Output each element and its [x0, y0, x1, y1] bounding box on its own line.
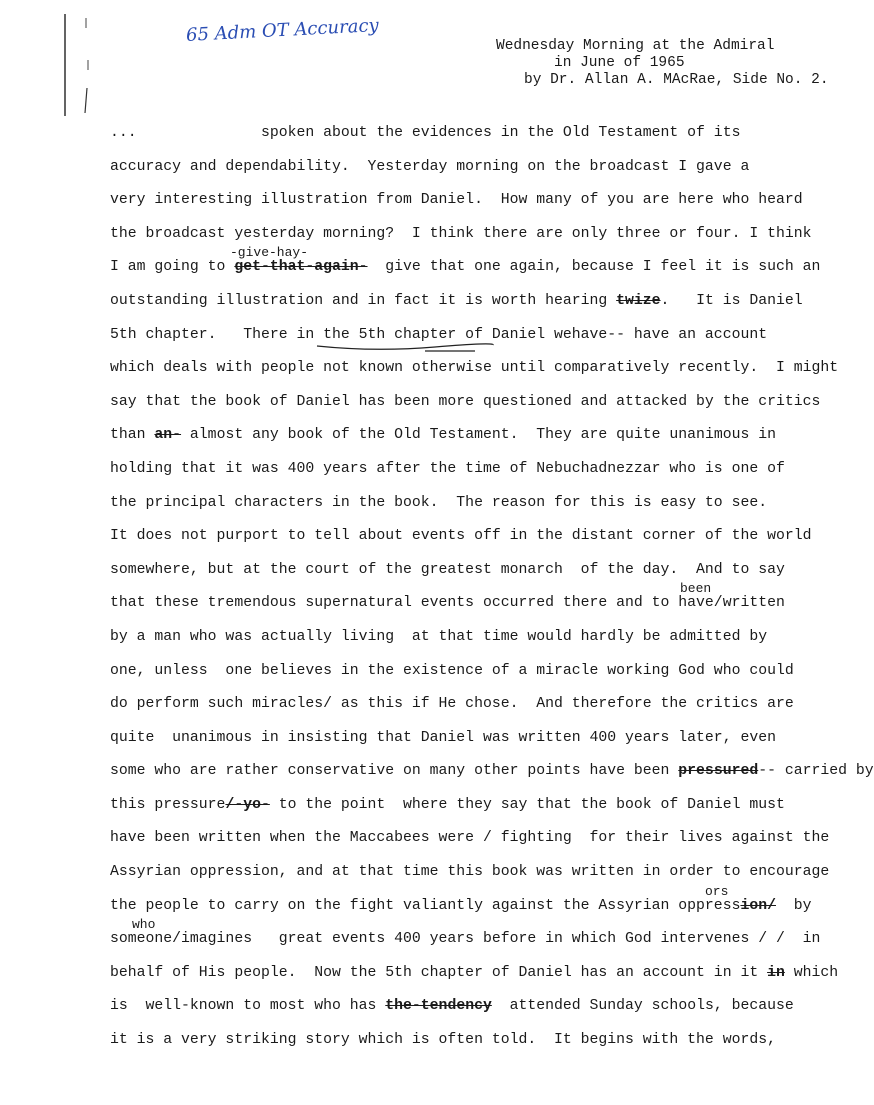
transcript-line [110, 627, 840, 661]
line-text: which [784, 964, 839, 981]
transcript-line [110, 526, 840, 560]
pen-underline [315, 342, 495, 354]
transcript-line [110, 883, 840, 930]
transcript-line [110, 996, 840, 1030]
line-text: attended Sunday schools, because [491, 998, 794, 1015]
line-text: I am going to [110, 259, 235, 276]
struck-text: the-tendency [385, 998, 492, 1015]
line-text: by [775, 897, 812, 914]
line-text: Assyrian oppression, and at that time this book was written in order to encourage [110, 864, 830, 881]
handwritten-note: 65 Adm OT Accuracy [185, 14, 380, 47]
line-text: somewhere, but at the court of the greatest monarch of the day. And to say [110, 561, 785, 578]
line-text: to the point where they say that the book of Daniel must [269, 796, 785, 813]
struck-text: /-yo- [225, 796, 270, 813]
struck-text: ion/ [740, 897, 776, 914]
struck-text: pressured [678, 763, 759, 780]
transcript-line [110, 245, 840, 291]
line-text: holding that it was 400 years after the time of Nebuchadnezzar who is one of [110, 460, 785, 477]
line-text: -- carried by [758, 763, 874, 780]
line-text: it is a very striking story which is often told. It begins with the words, [110, 1032, 776, 1049]
struck-text: get-that-again- [234, 259, 368, 276]
transcript-line [110, 581, 840, 627]
interlinear-insertion: -give-hay- [230, 245, 309, 261]
line-text: ... spoken about the evidences in the Old Testament of its [110, 125, 741, 141]
line-text: almost any book of the Old Testament. They are quite unanimous in [181, 427, 776, 444]
line-text: very interesting illustration from Daniel. How many of you are here who heard [110, 192, 803, 209]
line-text: outstanding illustration and in fact it is worth hearing [110, 292, 617, 309]
transcript-line [110, 828, 840, 862]
line-text: some who are rather conservative on many other points have been [110, 763, 679, 780]
transcript-line [110, 1030, 840, 1064]
interlinear-insertion: who [132, 917, 156, 933]
line-text: . It is Daniel [660, 292, 803, 309]
line-text: than [110, 427, 155, 444]
transcript-line [110, 560, 840, 594]
transcript-line [110, 728, 840, 762]
transcript-line [110, 291, 840, 325]
line-text: the broadcast yesterday morning? I think there are only three or four. I think [110, 225, 812, 242]
transcript-line [110, 963, 840, 997]
line-text: is well-known to most who has [110, 998, 386, 1015]
margin-pen-marks [62, 8, 92, 118]
interlinear-insertion: ors [705, 883, 729, 899]
header-line-1: Wednesday Morning at the Admiral [496, 38, 775, 54]
transcript-body [110, 123, 874, 1064]
document-header [470, 38, 840, 89]
line-text: one, unless one believes in the existence of a miracle working God who could [110, 662, 794, 679]
line-text: by a man who was actually living at that time would hardly be admitted by [110, 628, 768, 645]
transcript-line [110, 917, 840, 963]
transcript-line [110, 425, 840, 459]
line-text: accuracy and dependability. Yesterday morning on the broadcast I gave a [110, 158, 750, 175]
line-text: have been written when the Maccabees were / fighting for their lives against the [110, 830, 830, 847]
line-text: behalf of His people. Now the 5th chapter of Daniel has an account in it [110, 964, 768, 981]
transcript-line [110, 392, 840, 426]
line-text: this pressure [110, 796, 226, 813]
transcript-line [110, 358, 840, 392]
transcript-line [110, 325, 840, 359]
line-text: It does not purport to tell about events off in the distant corner of the world [110, 528, 812, 545]
line-text: do perform such miracles/ as this if He chose. And therefore the critics are [110, 696, 794, 713]
line-text: 5th chapter. There in the 5th chapter of Daniel wehave-- have an account [110, 326, 768, 343]
line-text: quite unanimous in insisting that Daniel was written 400 years later, even [110, 729, 776, 746]
transcript-line [110, 761, 874, 795]
transcript-line [110, 795, 840, 829]
transcript-line [110, 694, 840, 728]
header-line-2: in June of 1965 [554, 55, 685, 71]
header-line-3: by Dr. Allan A. MAcRae, Side No. 2. [524, 72, 829, 88]
transcript-line [110, 190, 840, 224]
struck-text: an- [154, 427, 182, 444]
line-text: the people to carry on the fight valiantly against the Assyrian oppress [110, 897, 741, 914]
transcript-line [110, 459, 840, 493]
line-text: someone/imagines great events 400 years before in which God intervenes / / in [110, 931, 821, 948]
transcript-line [110, 224, 840, 258]
line-text: give that one again, because I feel it is such an [367, 259, 821, 276]
line-text: that these tremendous supernatural events occurred there and to have/written [110, 595, 785, 612]
transcript-line [110, 123, 840, 157]
transcript-line [110, 493, 840, 527]
transcript-line [110, 862, 840, 896]
line-text: say that the book of Daniel has been more questioned and attacked by the critics [110, 393, 821, 410]
transcript-line [110, 157, 840, 191]
struck-text: in [767, 964, 785, 981]
struck-text: twize [616, 292, 661, 309]
line-text: which deals with people not known otherwise until comparatively recently. I might [110, 360, 839, 377]
interlinear-insertion: been [680, 581, 712, 597]
transcript-line [110, 661, 840, 695]
line-text: the principal characters in the book. The reason for this is easy to see. [110, 494, 768, 511]
